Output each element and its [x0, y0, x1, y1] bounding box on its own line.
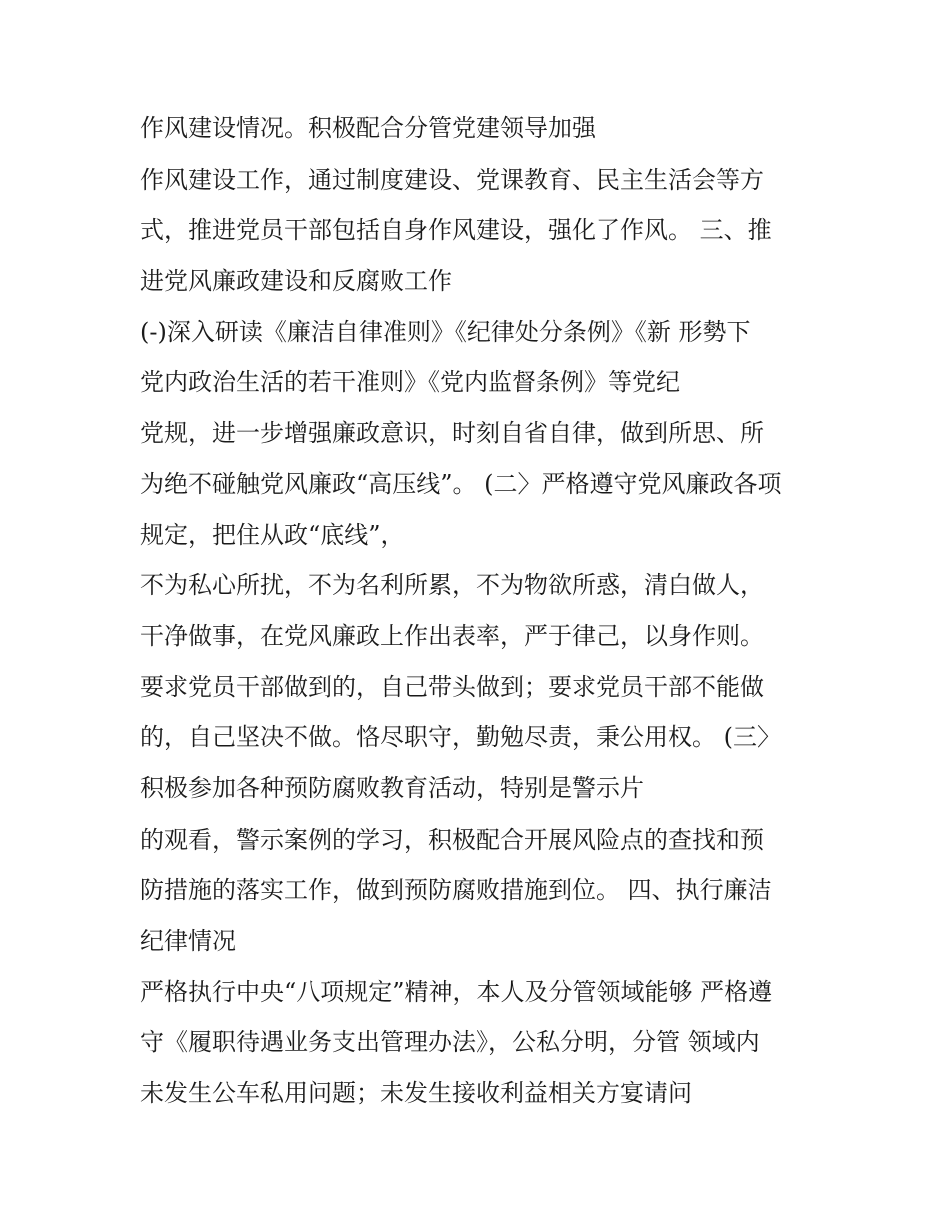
text-line: 不为私心所扰，不为名利所累，不为物欲所惑，清白做人， — [140, 571, 764, 599]
text-line: 作风建设工作，通过制度建设、党课教育、民主生活会等方 — [140, 166, 764, 194]
text-line: 式，推进党员干部包括自身作风建设，强化了作风。 三、推 — [140, 216, 772, 244]
text-line: 的，自己坚决不做。恪尽职守，勤勉尽责，秉公用权。 (三〉 — [140, 723, 781, 751]
text-line: 防措施的落实工作，做到预防腐败措施到位。 四、执行廉洁 — [140, 876, 772, 904]
text-line: 守《履职待遇业务支出管理办法》，公私分明，分管 领域内 — [140, 1028, 760, 1056]
text-line: 为绝不碰触党风廉政“高压线”。 (二〉严格遵守党风廉政各项 — [140, 470, 782, 498]
text-line: 要求党员干部做到的，自己带头做到；要求党员干部不能做 — [140, 673, 764, 701]
text-line: 严格执行中央“八项规定”精神，本人及分管领域能够 严格遵 — [140, 978, 773, 1006]
text-line: 未发生公车私用问题；未发生接收利益相关方宴请问 — [140, 1079, 692, 1107]
text-line: 纪律情况 — [140, 927, 236, 955]
text-line: (-)深入研读《廉洁自律准则》《纪律处分条例》《新 形勢下 — [140, 318, 751, 346]
text-line: 党规，进一步增强廉政意识，时刻自省自律，做到所思、所 — [140, 419, 764, 447]
text-line: 作风建设情况。积极配合分管党建领导加强 — [140, 114, 596, 142]
text-line: 规定，把住从政“底线”， — [140, 521, 405, 549]
text-line: 进党风廉政建设和反腐败工作 — [140, 267, 452, 295]
text-line: 的观看，警示案例的学习，积极配合开展风险点的查找和预 — [140, 826, 764, 854]
text-line: 干净做事，在党风廉政上作出表率，严于律己，以身作则。 — [140, 622, 764, 650]
text-line: 积极参加各种预防腐败教育活动，特别是警示片 — [140, 774, 644, 802]
text-line: 党内政治生活的若干准则》《党内监督条例》等党纪 — [140, 368, 680, 396]
